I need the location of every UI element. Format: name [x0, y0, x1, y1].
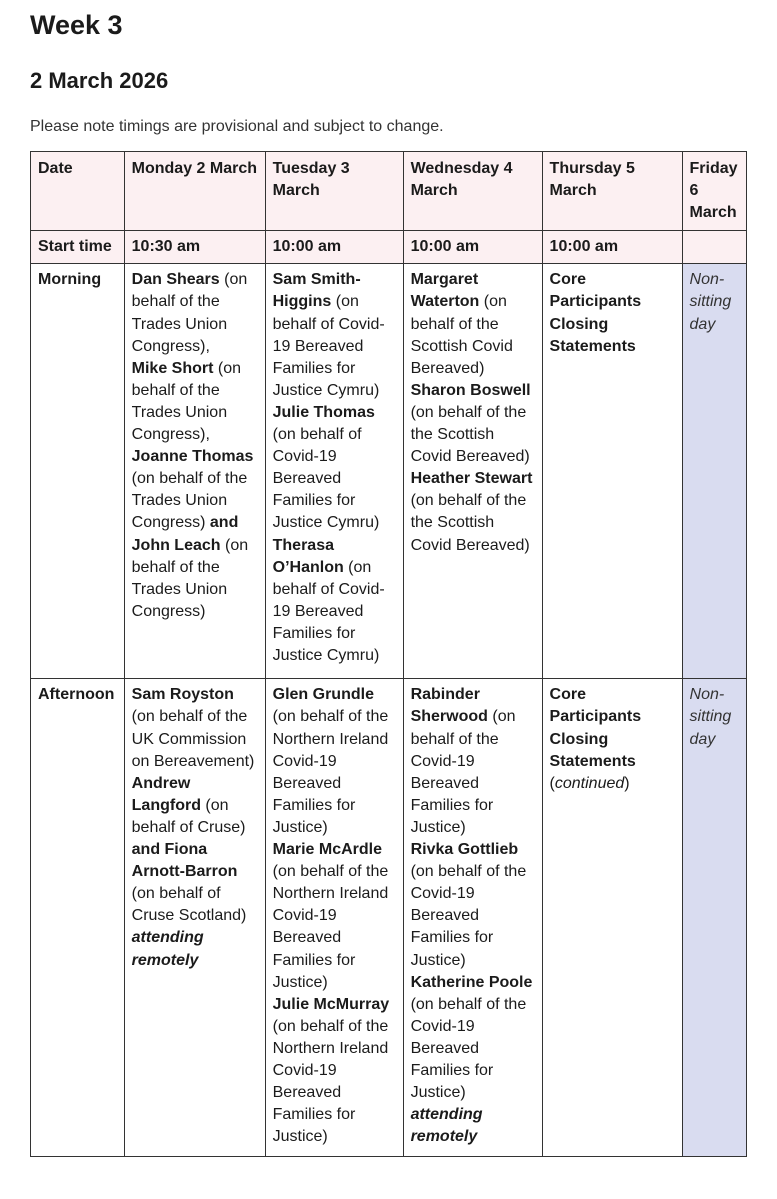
speaker-affiliation: (on behalf of the Northern Ireland Covid-19 Bereaved Families for Justice)	[272, 708, 389, 836]
morning-thursday-cell	[542, 264, 682, 679]
morning-tuesday-cell	[265, 264, 403, 679]
morning-row	[31, 264, 747, 679]
speaker-name: Julie Thomas	[272, 403, 375, 421]
speaker-affiliation: (on behalf of Cruse Scotland)	[131, 885, 247, 925]
speaker-affiliation: (on behalf of the Covid-19 Bereaved Families for Justice)	[410, 995, 527, 1102]
header-date: Date	[31, 152, 125, 231]
speaker-name: Sam Smith-Higgins	[272, 271, 361, 311]
morning-friday-nonsitting: Non-sitting day	[682, 264, 746, 679]
afternoon-tuesday-cell	[265, 679, 403, 1157]
speaker-affiliation: (on behalf of Covid-19 Bereaved Families for Justice Cymru)	[272, 426, 380, 532]
speaker-name: Mike Short	[131, 359, 214, 377]
speaker-name: and John Leach	[131, 514, 239, 554]
speaker-name: Marie McArdle	[272, 841, 382, 859]
speaker-affiliation: (on behalf of Covid-19 Bereaved Families for Justice Cymru)	[272, 558, 385, 664]
speaker-affiliation: (on behalf of the Scottish Covid Bereaved)	[410, 293, 513, 377]
header-thursday: Thursday 5 March	[542, 152, 682, 231]
speaker-name: Andrew Langford	[131, 774, 201, 814]
start-time-label: Start time	[31, 231, 125, 264]
header-friday: Friday 6 March	[682, 152, 746, 231]
provisional-note: Please note timings are provisional and subject to change.	[30, 118, 444, 135]
speaker-name: and Fiona Arnott-Barron	[131, 841, 238, 881]
speaker-name: Dan Shears	[131, 271, 220, 289]
start-time-tuesday: 10:00 am	[265, 231, 403, 264]
page-title: Week 3	[30, 10, 123, 40]
session-title: Core Participants Closing Statements	[549, 271, 642, 355]
speaker-affiliation: (on behalf of the UK Commission on Bereavement)	[131, 708, 255, 770]
speaker-affiliation: (on behalf of the the Scottish Covid Bereaved)	[410, 492, 530, 554]
speaker-affiliation: (on behalf of the Trades Union Congress)	[131, 470, 248, 532]
speaker-affiliation: (on behalf of the Covid-19 Bereaved Families for Justice)	[410, 708, 516, 836]
session-title: Core Participants Closing Statements	[549, 686, 642, 770]
speaker-name: Katherine Poole	[410, 973, 533, 991]
afternoon-row	[31, 679, 747, 1157]
speaker-name: Rivka Gottlieb	[410, 841, 519, 859]
speaker-affiliation: (on behalf of Cruse)	[131, 796, 246, 836]
speaker-affiliation: (on behalf of the Northern Ireland Covid-19 Bereaved Families for Justice)	[272, 1017, 389, 1146]
start-time-thursday: 10:00 am	[542, 231, 682, 264]
speaker-affiliation: (on behalf of the Northern Ireland Covid-19 Bereaved Families for Justice)	[272, 863, 389, 991]
speaker-name: Margaret Waterton	[410, 271, 480, 311]
remote-note: attending remotely	[131, 929, 204, 969]
afternoon-monday-cell	[124, 679, 265, 1157]
speaker-name: Therasa O’Hanlon	[272, 536, 344, 576]
header-wednesday: Wednesday 4 March	[403, 152, 542, 231]
start-time-wednesday: 10:00 am	[403, 231, 542, 264]
header-tuesday: Tuesday 3 March	[265, 152, 403, 231]
speaker-name: Sam Royston	[131, 686, 234, 704]
afternoon-thursday-cell: Core Participants Closing Statements (continued)	[542, 679, 682, 1157]
speaker-name: Julie McMurray	[272, 995, 390, 1013]
speaker-affiliation: (on behalf of the Covid-19 Bereaved Families for Justice)	[410, 863, 527, 969]
week-date-heading: 2 March 2026	[30, 68, 169, 93]
speaker-affiliation: (on behalf of the Trades Union Congress),	[131, 271, 248, 355]
speaker-name: Sharon Boswell	[410, 381, 531, 399]
morning-label: Morning	[31, 264, 125, 679]
morning-wednesday-cell	[403, 264, 542, 679]
start-time-row	[31, 231, 747, 264]
start-time-monday: 10:30 am	[124, 231, 265, 264]
speaker-name: Joanne Thomas	[131, 448, 254, 466]
continued-note: continued	[554, 774, 625, 792]
afternoon-label: Afternoon	[31, 679, 125, 1157]
start-time-friday	[682, 231, 746, 264]
speaker-name: Heather Stewart	[410, 470, 533, 488]
speaker-affiliation: (on behalf of the Trades Union Congress)	[131, 536, 249, 620]
remote-note: attending remotely	[410, 1106, 483, 1146]
speaker-affiliation: (on behalf of the Trades Union Congress),	[131, 359, 242, 444]
speaker-affiliation: (on behalf of the the Scottish Covid Bereaved)	[410, 403, 530, 466]
header-monday: Monday 2 March	[124, 152, 265, 231]
header-row	[31, 152, 747, 231]
speaker-name: Glen Grundle	[272, 686, 374, 704]
afternoon-wednesday-cell	[403, 679, 542, 1157]
morning-monday-cell	[124, 264, 265, 679]
afternoon-friday-nonsitting: Non-sitting day	[682, 679, 746, 1157]
speaker-affiliation: (on behalf of Covid-19 Bereaved Families for Justice Cymru)	[272, 293, 385, 399]
speaker-name: Rabinder Sherwood	[410, 686, 488, 726]
hearing-schedule-table	[30, 151, 747, 1157]
